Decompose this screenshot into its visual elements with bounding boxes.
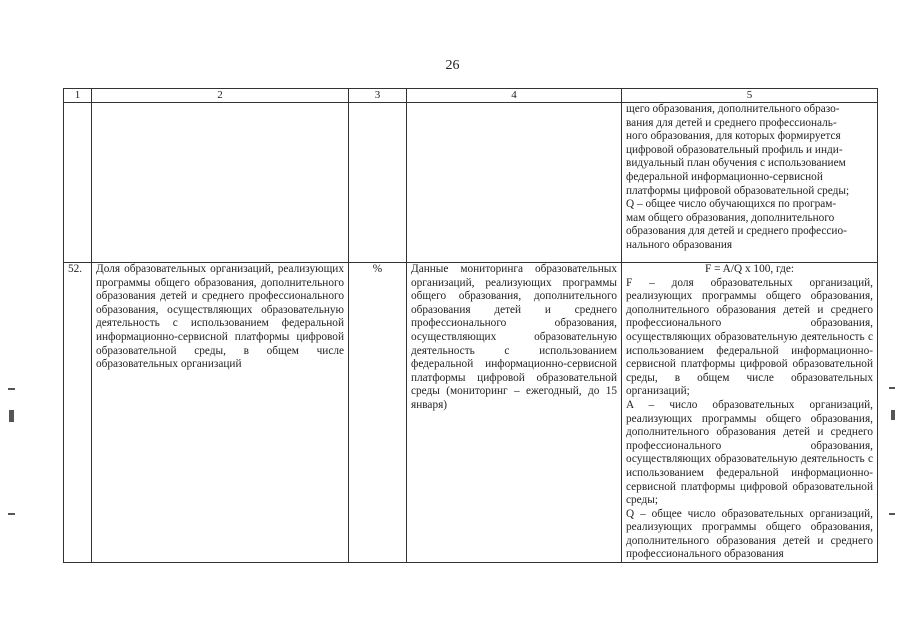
scan-mark: [889, 513, 895, 515]
table-row-52: [64, 263, 878, 563]
scan-mark: [891, 410, 895, 420]
calc-line: вания для детей и среднего профессиональ-: [626, 116, 837, 129]
calc-line: ного образования, для которых формируется: [626, 130, 841, 143]
scan-mark: [9, 410, 14, 422]
calculation-method: [622, 263, 878, 563]
header-cell-4: 4: [407, 89, 622, 103]
cell-empty: [64, 103, 92, 263]
scan-mark: [889, 387, 895, 389]
cell-empty: [407, 103, 622, 263]
indicator-name: Доля образовательных организаций, реализующих программы общего образования, дополнительного образования детей и среднего профессионального образования, осуществляющих образовательную деятельность с использованием федеральной информационно-сервисной платформы цифровой образовательной среды, в общем числе образовательных организаций: [92, 263, 349, 563]
calculation-continuation: [622, 103, 878, 263]
header-cell-1: 1: [64, 89, 92, 103]
cell-empty: [349, 103, 407, 263]
indicator-table: [63, 88, 878, 563]
page-number: 26: [445, 58, 460, 73]
calc-line: щего образования, дополнительного образо-: [626, 103, 840, 115]
header-cell-2: 2: [92, 89, 349, 103]
row-number: 52.: [64, 263, 92, 563]
formula: F = A/Q x 100, где:: [705, 263, 794, 275]
formula-q-definition: Q – общее число образовательных организаций, реализующих программы общего образования, дополнительного образования детей и среднего профессионального образования: [626, 507, 873, 561]
calc-line: платформы цифровой образовательной среды;: [626, 184, 850, 197]
cell-empty: [92, 103, 349, 263]
header-cell-5: 5: [622, 89, 878, 103]
calc-line: видуальный план обучения с использованием: [626, 157, 846, 170]
calc-line: Q – общее число обучающихся по програм-: [626, 198, 837, 211]
formula-f-definition: F – доля образовательных организаций, реализующих программы общего образования, дополнительного образования детей и среднего профессионального образования, осуществляющих образовательную деятельность с использованием федеральной информационно-сервисной платформы цифровой образовательной среды, в общем числе образовательных организаций;: [626, 276, 873, 398]
scan-mark: [8, 388, 15, 390]
unit-of-measure: %: [349, 263, 407, 563]
calc-line: образования для детей и среднего профессио-: [626, 225, 847, 238]
header-cell-3: 3: [349, 89, 407, 103]
table-header-row: [64, 89, 878, 103]
calc-line: федеральной информационно-сервисной: [626, 170, 823, 183]
calc-line: нального образования: [626, 238, 733, 251]
formula-a-definition: A – число образовательных организаций, реализующих программы общего образования, дополнительного образования детей и среднего профессионального образования, осуществляющих образовательную деятельность с использованием федеральной информационно-сервисной платформы цифровой образовательной среды;: [626, 398, 873, 507]
calc-line: мам общего образования, дополнительного: [626, 211, 835, 224]
table-row-continuation: [64, 103, 878, 263]
scan-mark: [8, 513, 15, 515]
data-source: Данные мониторинга образовательных организаций, реализующих программы общего образования, дополнительного образования детей и среднего профессионального образования, осуществляющих образовательную деятельность с использованием федеральной информационно-сервисной платформы цифровой образовательной среды (мониторинг – ежегодный, до 15 января): [407, 263, 622, 563]
calc-line: цифровой образовательный профиль и инди-: [626, 143, 843, 156]
